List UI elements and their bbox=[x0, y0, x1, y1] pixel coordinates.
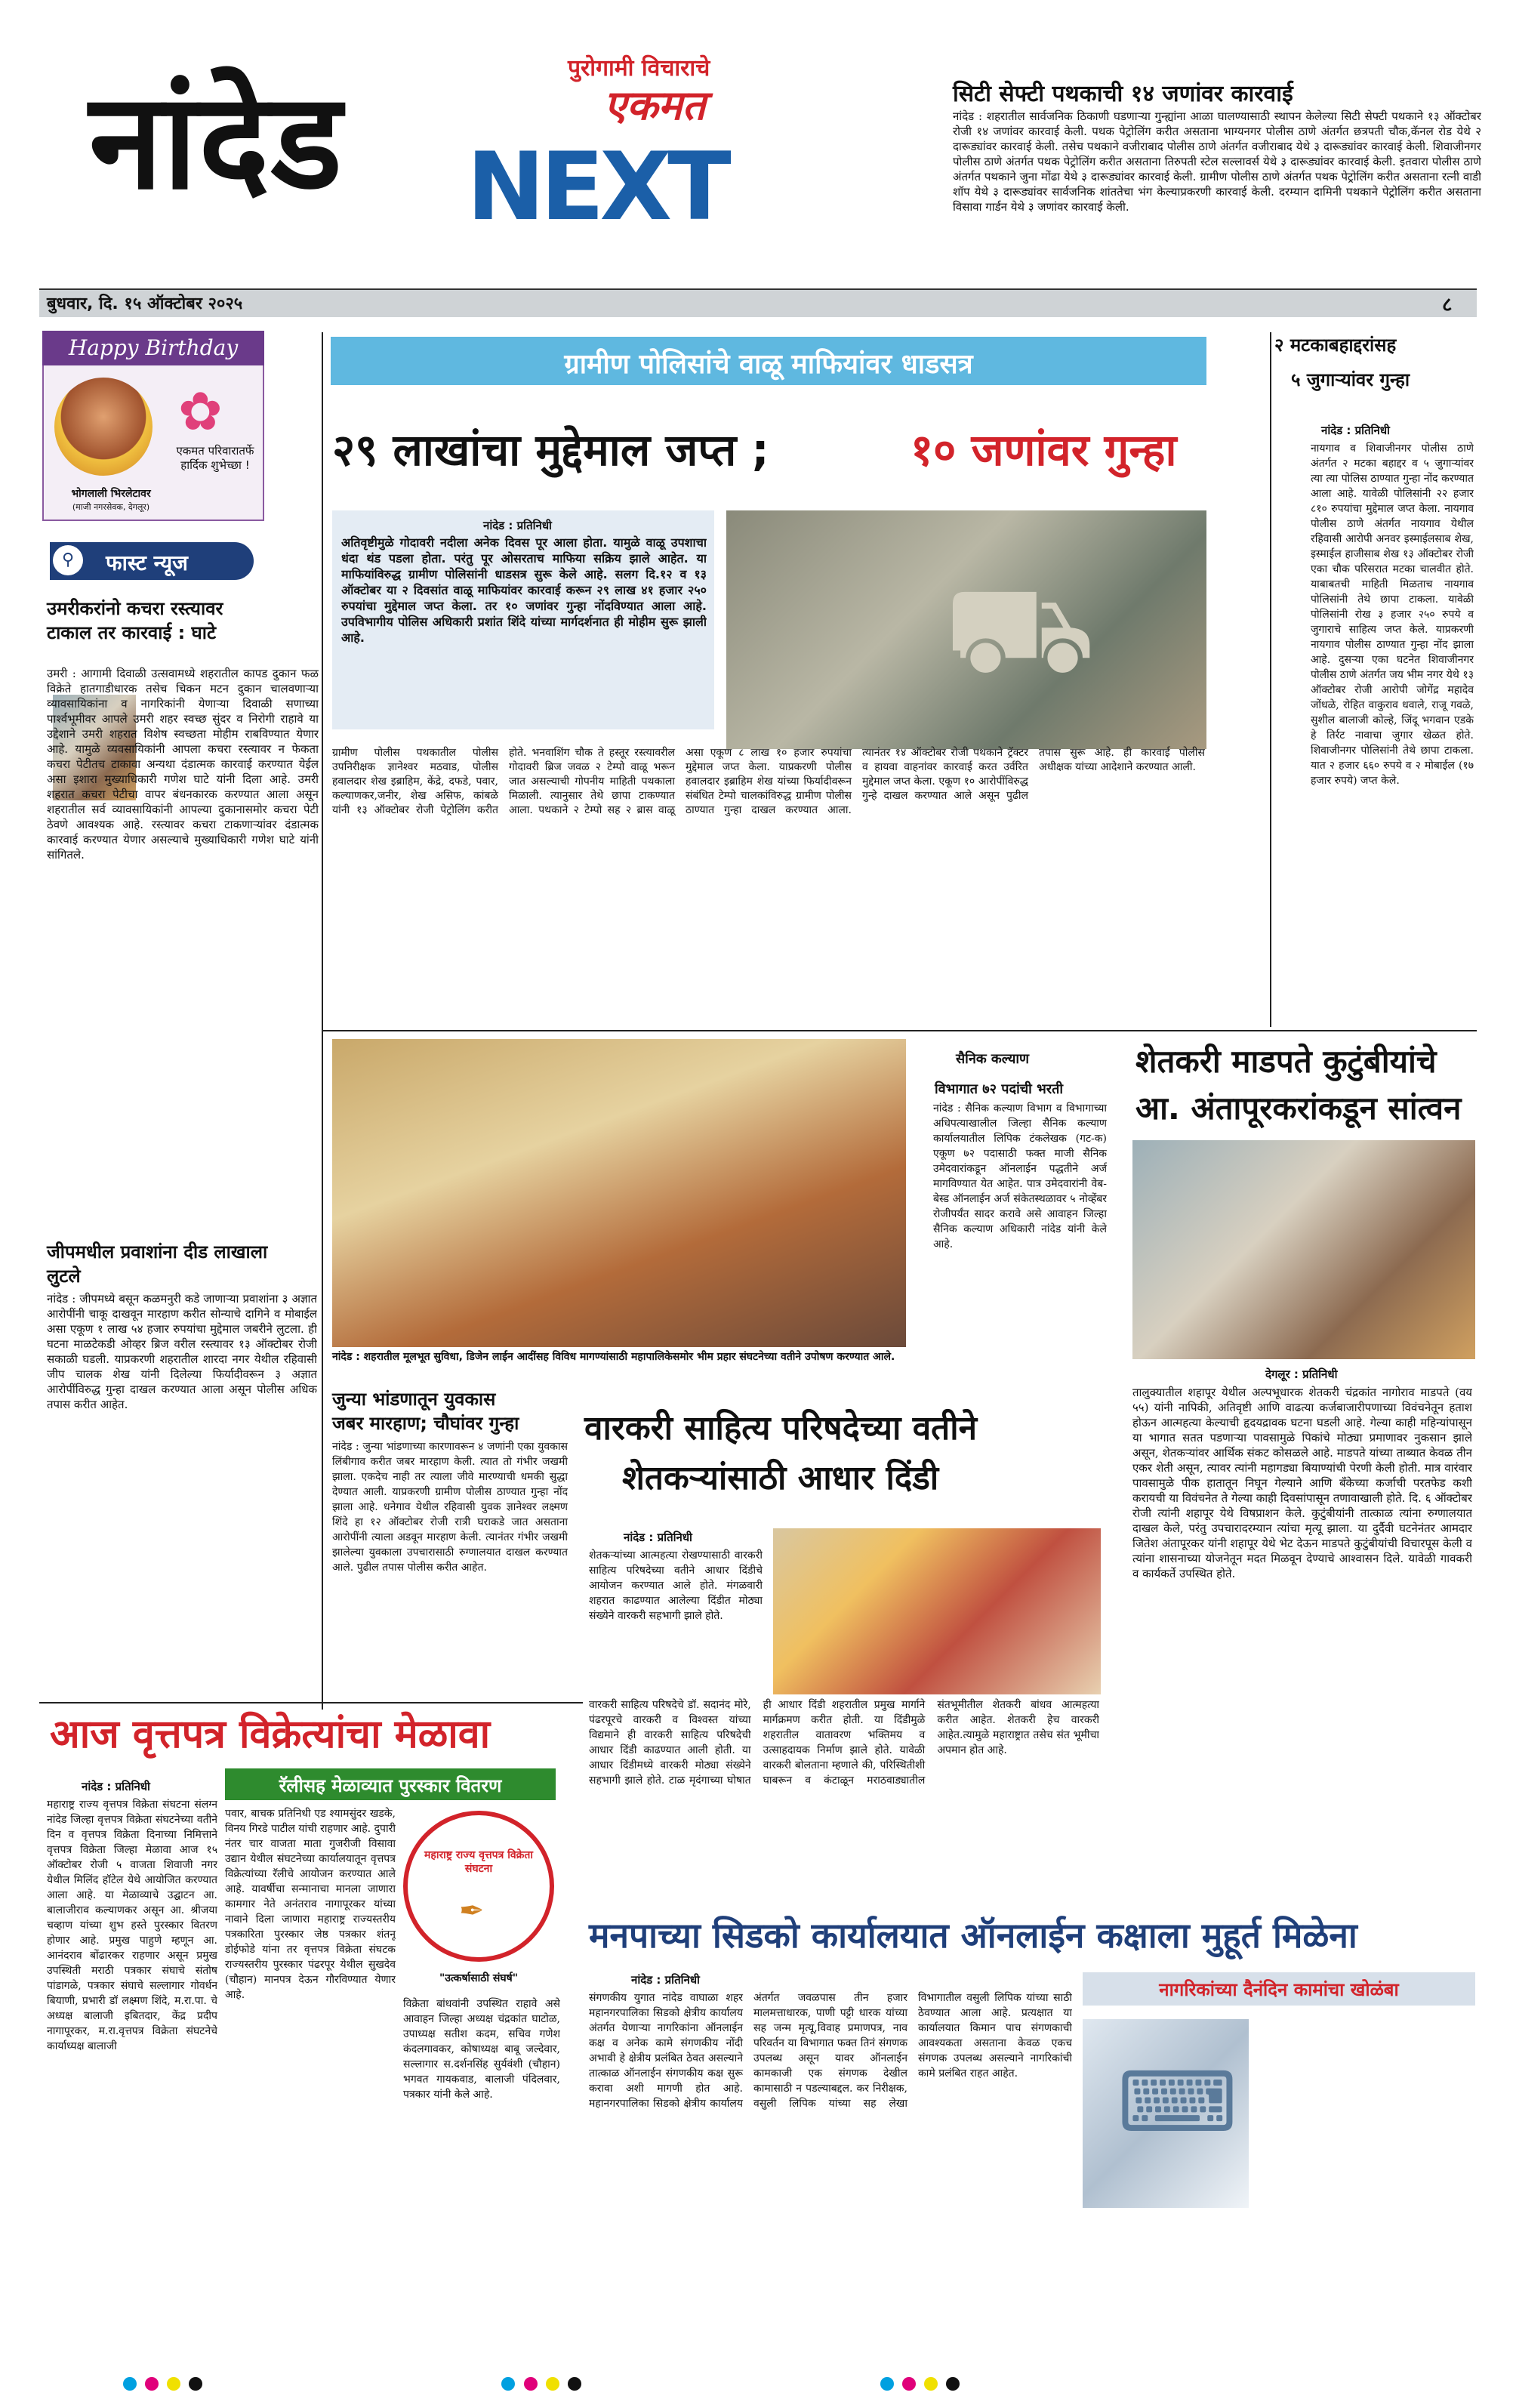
utensil-headline-2: जबर मारहाण; चौघांवर गुन्हा bbox=[332, 1413, 519, 1434]
truck-icon: ⛟ bbox=[944, 559, 1096, 700]
birthday-wish: एकमत परिवारातर्फे हार्दिक शुभेच्छा ! bbox=[176, 444, 254, 472]
rule-left bbox=[322, 332, 323, 1710]
color-dot bbox=[501, 2377, 515, 2391]
gambling-headline-2: ५ जुगाऱ्यांवर गुन्हा bbox=[1291, 369, 1410, 390]
fast-news-icon: ⚲ bbox=[53, 545, 83, 575]
dindi-byline: नांदेड : प्रतिनिधी bbox=[624, 1531, 692, 1544]
sand-headline-b: १० जणांवर गुन्हा bbox=[911, 424, 1177, 476]
flower-icon: ✿ bbox=[178, 381, 223, 442]
color-dot bbox=[524, 2377, 538, 2391]
color-dot bbox=[546, 2377, 559, 2391]
vendors-headline: आज वृत्तपत्र विक्रेत्यांचा मेळावा bbox=[50, 1712, 491, 1757]
sand-body: ग्रामीण पोलीस पथकातील पोलीस उपनिरीक्षक ज्ञानेश्वर मठवाड, पोलीस हवालदार शेख इब्राहिम, केंद्रे, दफडे, पवार, कल्याणकर,जनीर, शेख असिफ, कांबळे यांनी १३ ऑक्टोबर रोजी पेट्रोलिंग करीत होते. भनवाशिंग चौक ते हस्तूर रस्त्यावरील गोदावरी ब्रिज जवळ २ टेम्पो वाळू भरून जात असल्याची गोपनीय माहिती पथकाला मिळाली. त्यानुसार तेथे छापा टाकण्यात आला. पथकाने २ टेम्पो सह २ ब्रास वाळू असा एकूण ८ लाख १० हजार रुपयांचा मुद्देमाल जप्त केला. याप्रकरणी पोलीस हवालदार इब्राहिम शेख यांच्या फिर्यादीवरून संबंधित टेम्पो चालकांविरुद्ध ग्रामीण पोलीस ठाण्यात गुन्हा दाखल करण्यात आला. त्यानंतर १४ ऑक्टोबर रोजी पथकाने ट्रॅक्टर व हायवा वाहनांवर कारवाई करत उर्वरित मुद्देमाल जप्त केला. एकूण १० आरोपींविरुद्ध गुन्हे दाखल करण्यात आले असून पुढील तपास सुरू आहे. ही कारवाई पोलीस अधीक्षक यांच्या आदेशाने करण्यात आली. bbox=[332, 747, 1205, 816]
rule-right bbox=[1270, 332, 1271, 1027]
rule-mid bbox=[322, 1030, 1477, 1031]
farmer-photo bbox=[1132, 1140, 1475, 1359]
rule-bottom bbox=[39, 1702, 583, 1703]
next-logo: NEXT bbox=[467, 133, 727, 242]
farmer-headline-2: आ. अंतापूरकरांकडून सांत्वन bbox=[1135, 1090, 1462, 1127]
dindi-photo bbox=[773, 1528, 1101, 1694]
vendors-byline: नांदेड : प्रतिनिधी bbox=[82, 1780, 150, 1793]
army-headline: विभागात ७२ पदांची भरती bbox=[935, 1081, 1064, 1097]
dindi-body-a: शेतकऱ्यांच्या आत्महत्या रोखण्यासाठी वारकरी साहित्य परिषदेच्या वतीने आधार दिंडीचे आयोजन करण्यात आले होते. मंगळवारी शहरात काढण्यात आलेल्या दिंडीत मोठ्या संख्येने वारकरी सहभागी झाले होते. bbox=[589, 1549, 763, 1622]
sand-lead: अतिवृष्टीमुळे गोदावरी नदीला अनेक दिवस पूर आला होता. यामुळे वाळू उपशाचा धंदा थंड पडला होता. परंतु पूर ओसरताच माफिया सक्रिय झाले आहेत. या माफियांविरुद्ध ग्रामीण पोलिसांनी धाडसत्र सुरू केले आहे. सलग दि.१२ व १३ ऑक्टोबर या २ दिवसांत वाळू माफियांवर कारवाई करून २९ लाख ४१ हजार २५० रुपयांचा मुद्देमाल जप्त केला. तर १० जणांवर गुन्हा नोंदविण्यात आला आहे. उपविभागीय पोलिस अधिकारी प्रशांत शिंदे यांच्या मार्गदर्शनात ही मोहीम सुरू झाली आहे. bbox=[341, 535, 707, 645]
sand-byline: नांदेड : प्रतिनिधी bbox=[483, 519, 552, 532]
brand-logo: एकमत bbox=[604, 82, 706, 129]
top-story-body: नांदेड : शहरातील सार्वजनिक ठिकाणी घडणाऱ्या गुन्ह्यांना आळा घालण्यासाठी स्थापन केलेल्या सिटी सेफ्टी पथकाने १३ ऑक्टोबर रोजी १४ जणांवर कारवाई केली. पथक पेट्रोलिंग करीत असताना भाग्यनगर पोलीस ठाणे अंतर्गत छत्रपती चौक,कॅनल रोड येथे २ दारूड्यांवर कारवाई केली. तसेच पथकाने वजीराबाद पोलीस ठाणे अंतर्गत वजीराबाद येथे ३ दारूड्यांवर कारवाई केली. शिवाजीनगर पोलीस ठाणे अंतर्गत पथक पेट्रोलिंग करीत असताना तिरुपती स्टेल सल्लावर्स येथे ३ दारूड्यांवर कारवाई केली. इतवारा पोलीस ठाणे अंतर्गत पथकाने जुना मोंढा येथे ३ दारूड्यांवर कारवाई केली. ग्रामीण पोलीस ठाणे अंतर्गत पथक पेट्रोलिंग करीत असताना रत्नी वाडी शॉप येथे ३ दारूड्यांवर सार्वजनिक शांततेचा भंग केल्याप्रकरणी कारवाई केली. दरम्यान दामिनी पथकाने पेट्रोलिंग करीत असताना विसावा गार्डन येथे ३ जणांवर कारवाई केली. bbox=[953, 109, 1481, 214]
dindi-headline-1: वारकरी साहित्य परिषदेच्या वतीने bbox=[584, 1409, 978, 1448]
protest-photo bbox=[332, 1039, 906, 1347]
date-line: बुधवार, दि. १५ ऑक्टोबर २०२५ bbox=[47, 294, 243, 313]
color-dot bbox=[946, 2377, 960, 2391]
vendors-seal-text: महाराष्ट्र राज्य वृत्तपत्र विक्रेता संघटना bbox=[424, 1849, 533, 1875]
gambling-byline: नांदेड : प्रतिनिधी bbox=[1321, 424, 1390, 437]
computer-icon: ⌨ bbox=[1117, 2054, 1237, 2151]
cidco-body: संगणकीय युगात नांदेड वाघाळा शहर महानगरपालिका सिडको क्षेत्रीय कार्यालय अंतर्गत येणाऱ्या नागरिकांना ऑनलाईन कक्ष व अनेक कामे संगणकीय नोंदी अभावी हे क्षेत्रीय प्रलंबित ठेवत असल्याने तात्काळ ऑनलाईन संगणकीय कक्ष सुरू करावा अशी मागणी होत आहे. महानगरपालिका सिडको क्षेत्रीय कार्यालय अंतर्गत जवळपास तीन हजार मालमत्ताधारक, पाणी पट्टी धारक यांच्या सह जन्म मृत्यू,विवाह प्रमाणपत्र, नाव परिवर्तन या विभागात फक्त तिनं संगणक उपलब्ध असून यावर ऑनलाईन कामकाजी एक संगणक देखील कामासाठी न पडल्याबद्दल. कर निरीक्षक, वसुली लिपिक यांच्या सह लेखा विभागातील वसुली लिपिक यांच्या साठी ठेवण्यात आला आहे. प्रत्यक्षात या कार्यालयात किमान पाच संगणकाची आवश्यकता असताना केवळ एकच संगणक उपलब्ध असल्याने नागरिकांची कामे प्रलंबित राहत आहेत. bbox=[589, 1992, 1072, 2110]
protest-caption: नांदेड : शहरातील मूलभूत सुविधा, डिजेन लाईन आदींसह विविध मागण्यांसाठी महापालिकेसमोर भीम प्रहार संघटनेच्या वतीने उपोषण करण्यात आले. bbox=[332, 1351, 895, 1363]
page-number: ८ bbox=[1442, 294, 1453, 316]
color-dot bbox=[145, 2377, 159, 2391]
birthday-avatar bbox=[54, 378, 153, 476]
masthead-title: नांदेड bbox=[89, 64, 344, 219]
farmer-headline-1: शेतकरी माडपते कुटुंबीयांचे bbox=[1135, 1043, 1437, 1080]
birthday-name: भोगलाली भिरलेटावर bbox=[71, 488, 151, 500]
color-dot bbox=[189, 2377, 202, 2391]
gambling-body: नायगाव व शिवाजीनगर पोलीस ठाणे अंतर्गत २ मटका बहाद्दर व ५ जुगाऱ्यांवर त्या त्या पोलिस ठाण्यात गुन्हा नोंद करण्यात आला आहे. यावेळी पोलिसांनी २२ हजार ८१० रुपयांचा मुद्देमाल जप्त केला. नायगाव पोलीस ठाणे अंतर्गत नायगाव येथील रहिवासी आरोपी अनवर इस्माईलसाब शेख, इस्माईल हाजीसाब शेख १३ ऑक्टोबर रोजी एका चौक परिसरात मटका चालवीत होते. याबाबतची माहिती मिळताच नायगाव पोलिसांनी तेथे छापा टाकला. यावेळी पोलिसांनी रोख ३ हजार २५० रुपये व जुगाराचे साहित्य जप्त केले. याप्रकरणी नायगाव पोलीस ठाण्यात गुन्हा नोंद झाला आहे. दुसऱ्या एका घटनेत शिवाजीनगर पोलीस ठाणे अंतर्गत जय भीम नगर येथे १३ ऑक्टोबर रोजी आरोपी जोगेंद्र महादेव जोंधळे, रोहित वाकुराव धवाले, राजू गवळे, सुशील बालाजी कोल्हे, जिंदू भगवान एडके हे तिर्रट नावाचा जुगार खेळत होते. शिवाजीनगर पोलिसांनी तेथे छापा टाकला. यात २ हजार ६६० रुपये व २ मोबाईल (१७ हजार रुपये) जप्त केले. bbox=[1311, 442, 1474, 787]
top-story-headline: सिटी सेफ्टी पथकाची १४ जणांवर कारवाई bbox=[953, 81, 1293, 107]
vendors-sub-banner: रॅलीसह मेळाव्यात पुरस्कार वितरण bbox=[279, 1775, 502, 1796]
birthday-sub: (माजी नगरसेवक, देगलूर) bbox=[72, 502, 150, 512]
cidco-headline: मनपाच्या सिडको कार्यालयात ऑनलाईन कक्षाला मुहूर्त मिळेना bbox=[589, 1915, 1357, 1956]
cidco-byline: नांदेड : प्रतिनिधी bbox=[631, 1973, 700, 1987]
color-dot bbox=[123, 2377, 137, 2391]
fast-news-1-headline: उमरीकरांनो कचरा रस्त्यावर टाकाल तर कारवाई : घाटे bbox=[47, 598, 223, 643]
farmer-byline: देगलूर : प्रतिनिधी bbox=[1265, 1367, 1338, 1381]
vendors-body-a: महाराष्ट्र राज्य वृत्तपत्र विक्रेता संघटना संलग्न नांदेड जिल्हा वृत्तपत्र विक्रेता संघटनेच्या वतीने दिन व वृत्तपत्र विक्रेता दिनाच्या निमित्ताने वृत्तपत्र विक्रेता जिल्हा मेळावा आज १५ ऑक्टोबर रोजी ५ वाजता शिवाजी नगर येथील मिलिंद हॉटेल येथे आयोजित करण्यात आला आहे. या मेळाव्याचे उद्घाटन आ. बालाजीराव कल्याणकर असून आ. श्रीजया चव्हाण यांच्या शुभ हस्ते पुरस्कार वितरण होणार आहे. प्रमुख पाहुणे म्हणून आ. आनंदराव बोंढारकर राहणार असून प्रमुख उपस्थिती मराठी पत्रकार संघाचे संतोष पांडागळे, पत्रकार संघाचे सल्लागार गोवर्धन बियाणी, प्रभारी डॉ लक्ष्मण शिंदे, म.रा.पा. चे अध्यक्ष बालाजी इबितदार, केंद्र प्रदीप नागापूरकर, म.रा.वृत्तपत्र विक्रेता संघटनेचे कार्याध्यक्ष बालाजी bbox=[47, 1799, 217, 2052]
date-strip bbox=[39, 288, 1477, 317]
army-body: नांदेड : सैनिक कल्याण विभाग व विभागाच्या अधिपत्याखालील जिल्हा सैनिक कल्याण कार्यालयातील लिपिक टंकलेखक (गट-क) एकूण ७२ पदासाठी फक्त माजी सैनिक उमेदवारांकडून ऑनलाईन पद्धतीने अर्ज मागविण्यात येत आहेत. पात्र उमेदवारांनी वेब-बेस्ड ऑनलाईन अर्ज संकेतस्थळावर ५ नोव्हेंबर रोजीपर्यंत सादर करावे असे आवाहन जिल्हा सैनिक कल्याण अधिकारी नांदेड यांनी केले आहे. bbox=[933, 1102, 1107, 1250]
sand-kicker: ग्रामीण पोलिसांचे वाळू माफियांवर धाडसत्र bbox=[564, 349, 973, 380]
color-dot bbox=[924, 2377, 938, 2391]
color-dot bbox=[880, 2377, 894, 2391]
pen-icon: ✒ bbox=[459, 1894, 485, 1929]
utensil-headline-1: जुन्या भांडणातून युवकास bbox=[332, 1389, 496, 1410]
dindi-headline-2: शेतकऱ्यांसाठी आधार दिंडी bbox=[622, 1459, 939, 1497]
vendors-seal-motto: "उत्कर्षासाठी संघर्ष" bbox=[439, 1972, 519, 1984]
vendors-body-b: पवार, बाचक प्रतिनिधी एड श्यामसुंदर खडके, विनय गिरडे पाटील यांची राहणार आहे. दुपारी नंतर चार वाजता माता गुजरीजी विसावा उद्यान येथील संघटनेच्या कार्यालयातून वृत्तपत्र विक्रेत्यांच्या रॅलीचे आयोजन करण्यात आले आहे. यावर्षीचा सन्मानाचा मानला जाणारा कामगार नेते अनंतराव नागापूरकर यांच्या नावाने दिला जाणारा महाराष्ट्र राज्यस्तरीय पत्रकारिता पुरस्कार जेष्ठ पत्रकार शंतनू डोईफोडे यांना तर वृत्तपत्र विक्रेता संघटक राज्यस्तरीय पुरस्कार पंढरपूर येथील सुखदेव (चौहान) मानपत्र देऊन गौरविण्यात येणार आहे. bbox=[225, 1808, 396, 2001]
fast-news-2-headline: जीपमधील प्रवाशांना दीड लाखाला लुटले bbox=[47, 1241, 268, 1287]
army-kicker: सैनिक कल्याण bbox=[956, 1051, 1030, 1067]
birthday-banner: Happy Birthday bbox=[68, 335, 239, 360]
utensil-body: नांदेड : जुन्या भांडणाच्या कारणावरून ४ जणांनी एका युवकास लिंबीगाव करीत जबर मारहाण केली. त्यात तो गंभीर जखमी झाला. एकदेच नाही तर त्याला जीवे मारण्याची धमकी सुद्धा देण्यात आली. याप्रकरणी ग्रामीण पोलीस ठाण्यात गुन्हा नोंद झाला आहे. धनेगाव येथील रहिवासी युवक ज्ञानेश्वर लक्ष्मण शिंदे हा १२ ऑक्टोबर रोजी रात्री घराकडे जात असताना आरोपींनी त्याला अडवून मारहाण केली. त्यानंतर गंभीर जखमी झालेल्या युवकाला उपचारासाठी रुग्णालयात दाखल करण्यात आले. पुढील तपास पोलीस करीत आहेत. bbox=[332, 1441, 568, 1574]
vendors-body-c: विक्रेता बांधवांनी उपस्थित राहावे असे आवाहन जिल्हा अध्यक्ष चंद्रकांत घाटोळ, उपाध्यक्ष सतीश कदम, सचिव गणेश कंदलगावकर, कोषाध्यक्ष बाबू जल्देवार, सल्लागार स.दर्शनसिंह सुर्यवंशी (चौहान) भगवत गायकवाड, बालाजी पंदिलवार, पत्रकार यांनी केले आहे. bbox=[403, 1998, 560, 2101]
fast-news-1-body: उमरी : आगामी दिवाळी उत्सवामध्ये शहरातील कापड दुकान फळ विक्रेते हातगाडीधारक तसेच चिकन मटन दुकान चालवणाऱ्या व्यावसायिकांना व नागरिकांनी येणाऱ्या दिवाळी सणाच्या पार्श्वभूमीवर आपले उमरी शहर स्वच्छ सुंदर व निरोगी राहावे या उद्देशाने उमरी शहरात विशेष स्वच्छता मोहीम राबविण्यात येणार आहे. यामुळे व्यवसायिकांनी आपला कचरा रस्त्यावर न फेकता कचरा पेटीतच टाकावा अन्यथा दंडात्मक कारवाई करण्यात येईल असा इशारा मुख्याधिकारी गणेश घाटे यांनी दिला आहे. उमरी शहरात कचरा पेटीचा वापर बंधनकारक करण्यात आला असून शहरातील सर्व व्यावसायिकांनी आपल्या दुकानासमोर कचरा पेटी ठेवणे आवश्यक आहे. रस्त्यावर कचरा टाकणाऱ्यांवर दंडात्मक कारवाई करण्यात येणार असल्याचे मुख्याधिकारी गणेश घाटे यांनी सांगितले. bbox=[47, 667, 319, 862]
dindi-body-b: वारकरी साहित्य परिषदेचे डॉ. सदानंद मोरे, पंढरपूरचे वारकरी व विश्वस्त यांच्या विद्यमाने ही वारकरी साहित्य परिषदेची आधार दिंडी काढण्यात आली होती. या आधार दिंडीमध्ये वारकरी मोठ्या संख्येने सहभागी झाले होते. टाळ मृदंगाच्या घोषात ही आधार दिंडी शहरातील प्रमुख मार्गाने मार्गक्रमण करीत होती. या दिंडीमुळे शहरातील वातावरण भक्तिमय व उत्साहदायक निर्माण झाले होते. यावेळी वारकरी बोलताना म्हणाले की, परिस्थितीशी घाबरून व कंटाळून मराठवाड्यातील संतभूमीतील शेतकरी बांधव आत्महत्या करीत आहेत. शेतकरी हेच वारकरी आहेत.त्यामुळे महाराष्ट्रात तसेच संत भूमीचा अपमान होत आहे. bbox=[589, 1699, 1099, 1787]
sand-headline-a: २९ लाखांचा मुद्देमाल जप्त ; bbox=[332, 424, 769, 476]
fast-news-label: फास्ट न्यूज bbox=[106, 550, 188, 575]
color-dot bbox=[902, 2377, 916, 2391]
fast-news-2-body: नांदेड : जीपमध्ये बसून कळमनुरी कडे जाणाऱ्या प्रवाशांना ३ अज्ञात आरोपींनी चाकू दाखवून मारहाण करीत सोन्याचे दागिने व मोबाईल असा एकूण १ लाख ५४ हजार रुपयांचा मुद्देमाल जबरीने लुटला. ही घटना माळटेकडी ओव्हर ब्रिज वरील रस्त्यावर १३ ऑक्टोबर रोजी सकाळी घडली. याप्रकरणी शहरातील शारदा नगर येथील रहिवासी जीप चालक शेख यांनी दिलेल्या फिर्यादीवरून ३ अज्ञात आरोपींविरुद्ध गुन्हा दाखल करण्यात आला असून पोलीस अधिक तपास करीत आहेत. bbox=[47, 1292, 317, 1411]
farmer-body: तालुक्यातील शहापूर येथील अल्पभूधारक शेतकरी चंद्रकांत नागोराव माडपते (वय ५५) यांनी नापिकी, अतिवृष्टी आणि वाढत्या कर्जबाजारीपणाच्या विवंचनेतून हताश होऊन आत्महत्या केल्याची हृदयद्रावक घटना घडली आहे. गेल्या काही महिन्यांपासून या भागात सतत पडणाऱ्या पावसामुळे पिकांचे मोठ्या प्रमाणावर नुकसान झाले असून, शेतकऱ्यांवर आर्थिक संकट कोसळले आहे. माडपते यांच्या ताब्यात केवळ तीन एकर शेती असून, त्यावर त्यांनी महागड्या बियाण्यांची पेरणी केली होती. मात्र वारंवार पावसामुळे पीक हातातून निघून गेल्याने आणि बँकेच्या कर्जाची परतफेड कशी करायची या विवंचनेत ते गेल्या काही दिवसांपासून तणावाखाली होते. दि. ६ ऑक्टोबर रोजी त्यांनी शहापूर येथे विषप्राशन केले. कुटुंबीयांनी तात्काळ त्यांना रुग्णालयात दाखल केले, परंतु उपचारादरम्यान त्यांचा मृत्यू झाला. या दुर्दैवी घटनेनंतर आमदार जितेश अंतापूरकर यांनी शहापूर येथे भेट देऊन माडपते कुटुंबीयांची विचारपूस केली व त्यांना शासनाच्या योजनेतून मदत मिळवून देण्याचे आश्वासन दिले. यावेळी गावकरी व कार्यकर्ते उपस्थित होते. bbox=[1132, 1386, 1472, 1580]
gambling-headline-1: २ मटकाबहाद्दरांसह bbox=[1274, 335, 1397, 356]
color-dot bbox=[568, 2377, 581, 2391]
brand-tagline: पुरोगामी विचाराचे bbox=[568, 55, 710, 82]
cidco-kicker: नागरिकांच्या दैनंदिन कामांचा खोळंबा bbox=[1159, 1979, 1399, 2000]
color-dot bbox=[167, 2377, 180, 2391]
vendors-seal bbox=[403, 1811, 554, 1962]
color-bar bbox=[121, 2377, 1404, 2400]
